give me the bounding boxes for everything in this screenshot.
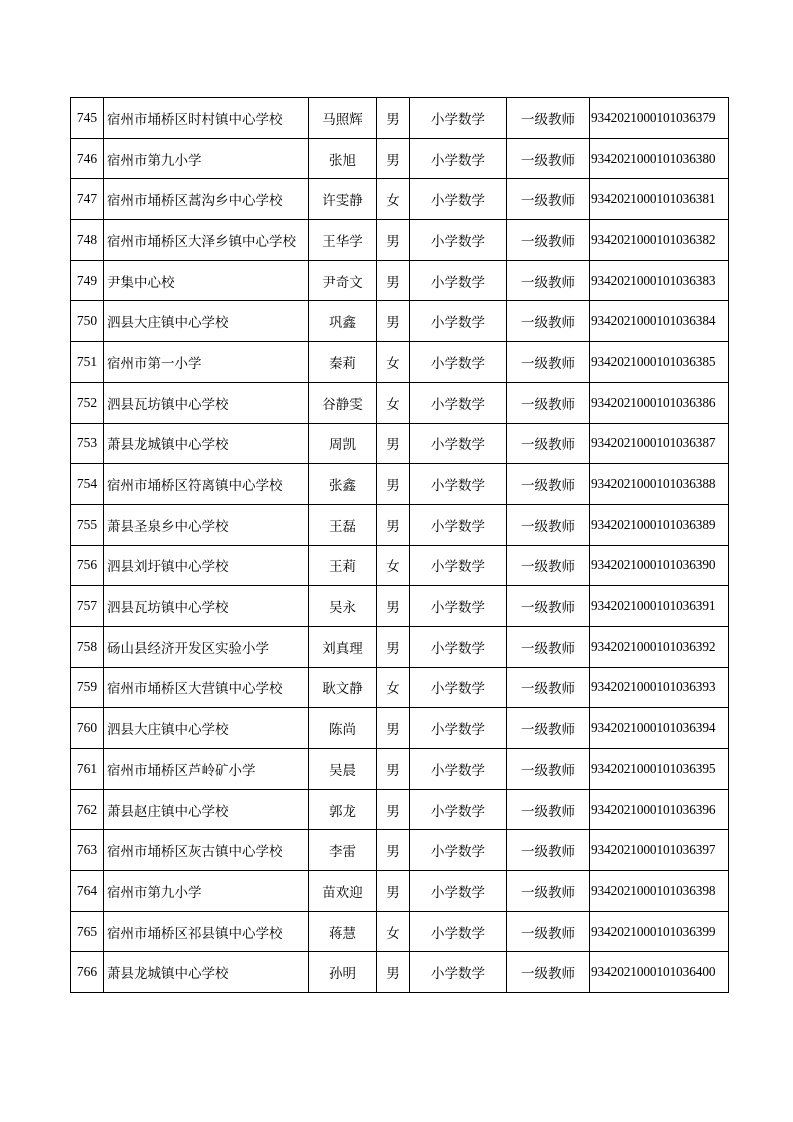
cell-id: 9342021000101036381: [590, 179, 729, 220]
cell-school: 萧县赵庄镇中心学校: [104, 789, 309, 830]
cell-no: 762: [71, 789, 104, 830]
cell-no: 752: [71, 382, 104, 423]
cell-title: 一级教师: [507, 98, 590, 139]
cell-id: 9342021000101036385: [590, 342, 729, 383]
table-row: [71, 464, 729, 505]
cell-school: 泗县大庄镇中心学校: [104, 708, 309, 749]
cell-no: 761: [71, 749, 104, 790]
cell-no: 765: [71, 911, 104, 952]
table-row: [71, 220, 729, 261]
table-row: [71, 708, 729, 749]
cell-gender: 男: [377, 749, 410, 790]
cell-name: 王莉: [309, 545, 377, 586]
cell-id: 9342021000101036382: [590, 220, 729, 261]
cell-id: 9342021000101036379: [590, 98, 729, 139]
cell-id: 9342021000101036380: [590, 138, 729, 179]
table-row: [71, 871, 729, 912]
cell-title: 一级教师: [507, 911, 590, 952]
cell-subject: 小学数学: [410, 871, 507, 912]
cell-no: 756: [71, 545, 104, 586]
cell-gender: 男: [377, 423, 410, 464]
cell-title: 一级教师: [507, 179, 590, 220]
table-body: [71, 98, 729, 993]
cell-school: 萧县龙城镇中心学校: [104, 423, 309, 464]
teacher-list-table: [70, 97, 729, 993]
table-row: [71, 545, 729, 586]
table-row: [71, 138, 729, 179]
cell-name: 张旭: [309, 138, 377, 179]
cell-id: 9342021000101036386: [590, 382, 729, 423]
table-row: [71, 179, 729, 220]
cell-school: 尹集中心校: [104, 260, 309, 301]
cell-subject: 小学数学: [410, 464, 507, 505]
cell-subject: 小学数学: [410, 952, 507, 993]
cell-name: 耿文静: [309, 667, 377, 708]
cell-subject: 小学数学: [410, 179, 507, 220]
cell-name: 王磊: [309, 504, 377, 545]
cell-title: 一级教师: [507, 301, 590, 342]
table-row: [71, 301, 729, 342]
cell-name: 周凯: [309, 423, 377, 464]
cell-no: 749: [71, 260, 104, 301]
cell-gender: 男: [377, 301, 410, 342]
cell-gender: 男: [377, 952, 410, 993]
cell-gender: 女: [377, 667, 410, 708]
cell-name: 马照辉: [309, 98, 377, 139]
cell-title: 一级教师: [507, 830, 590, 871]
cell-school: 宿州市埇桥区灰古镇中心学校: [104, 830, 309, 871]
cell-name: 吴晨: [309, 749, 377, 790]
cell-title: 一级教师: [507, 382, 590, 423]
cell-subject: 小学数学: [410, 301, 507, 342]
cell-gender: 男: [377, 260, 410, 301]
cell-school: 萧县圣泉乡中心学校: [104, 504, 309, 545]
cell-id: 9342021000101036392: [590, 626, 729, 667]
cell-subject: 小学数学: [410, 911, 507, 952]
cell-gender: 男: [377, 708, 410, 749]
cell-id: 9342021000101036395: [590, 749, 729, 790]
cell-name: 陈尚: [309, 708, 377, 749]
cell-subject: 小学数学: [410, 586, 507, 627]
cell-school: 宿州市埇桥区符离镇中心学校: [104, 464, 309, 505]
cell-school: 泗县大庄镇中心学校: [104, 301, 309, 342]
cell-no: 766: [71, 952, 104, 993]
cell-title: 一级教师: [507, 342, 590, 383]
cell-name: 王华学: [309, 220, 377, 261]
cell-subject: 小学数学: [410, 342, 507, 383]
cell-no: 757: [71, 586, 104, 627]
cell-no: 755: [71, 504, 104, 545]
cell-school: 萧县龙城镇中心学校: [104, 952, 309, 993]
cell-id: 9342021000101036396: [590, 789, 729, 830]
cell-school: 宿州市埇桥区祁县镇中心学校: [104, 911, 309, 952]
cell-subject: 小学数学: [410, 749, 507, 790]
cell-school: 砀山县经济开发区实验小学: [104, 626, 309, 667]
cell-subject: 小学数学: [410, 423, 507, 464]
table-row: [71, 342, 729, 383]
cell-gender: 男: [377, 464, 410, 505]
cell-subject: 小学数学: [410, 789, 507, 830]
table-row: [71, 749, 729, 790]
cell-name: 许雯静: [309, 179, 377, 220]
table-row: [71, 260, 729, 301]
cell-no: 748: [71, 220, 104, 261]
cell-subject: 小学数学: [410, 382, 507, 423]
cell-name: 尹奇文: [309, 260, 377, 301]
table-row: [71, 626, 729, 667]
table-row: [71, 667, 729, 708]
cell-no: 750: [71, 301, 104, 342]
cell-gender: 女: [377, 342, 410, 383]
cell-gender: 男: [377, 220, 410, 261]
cell-id: 9342021000101036393: [590, 667, 729, 708]
cell-gender: 女: [377, 545, 410, 586]
cell-no: 751: [71, 342, 104, 383]
cell-id: 9342021000101036389: [590, 504, 729, 545]
cell-title: 一级教师: [507, 952, 590, 993]
cell-title: 一级教师: [507, 545, 590, 586]
table-row: [71, 423, 729, 464]
cell-title: 一级教师: [507, 423, 590, 464]
cell-id: 9342021000101036399: [590, 911, 729, 952]
cell-title: 一级教师: [507, 626, 590, 667]
cell-no: 754: [71, 464, 104, 505]
cell-name: 谷静雯: [309, 382, 377, 423]
cell-no: 763: [71, 830, 104, 871]
table-row: [71, 98, 729, 139]
table-row: [71, 504, 729, 545]
cell-title: 一级教师: [507, 464, 590, 505]
cell-school: 泗县瓦坊镇中心学校: [104, 382, 309, 423]
cell-name: 刘真理: [309, 626, 377, 667]
cell-no: 759: [71, 667, 104, 708]
cell-no: 753: [71, 423, 104, 464]
cell-title: 一级教师: [507, 789, 590, 830]
cell-title: 一级教师: [507, 749, 590, 790]
cell-subject: 小学数学: [410, 708, 507, 749]
cell-gender: 女: [377, 179, 410, 220]
cell-no: 758: [71, 626, 104, 667]
cell-title: 一级教师: [507, 504, 590, 545]
cell-id: 9342021000101036388: [590, 464, 729, 505]
cell-title: 一级教师: [507, 220, 590, 261]
cell-title: 一级教师: [507, 586, 590, 627]
table-row: [71, 911, 729, 952]
cell-name: 吴永: [309, 586, 377, 627]
cell-school: 宿州市埇桥区大泽乡镇中心学校: [104, 220, 309, 261]
cell-school: 宿州市第一小学: [104, 342, 309, 383]
cell-id: 9342021000101036384: [590, 301, 729, 342]
cell-name: 张鑫: [309, 464, 377, 505]
table-row: [71, 789, 729, 830]
cell-subject: 小学数学: [410, 626, 507, 667]
cell-name: 孙明: [309, 952, 377, 993]
cell-subject: 小学数学: [410, 667, 507, 708]
cell-gender: 男: [377, 138, 410, 179]
cell-school: 宿州市埇桥区蒿沟乡中心学校: [104, 179, 309, 220]
cell-id: 9342021000101036397: [590, 830, 729, 871]
cell-id: 9342021000101036398: [590, 871, 729, 912]
cell-gender: 男: [377, 98, 410, 139]
cell-title: 一级教师: [507, 138, 590, 179]
table-row: [71, 952, 729, 993]
cell-school: 宿州市埇桥区大营镇中心学校: [104, 667, 309, 708]
cell-id: 9342021000101036391: [590, 586, 729, 627]
cell-name: 郭龙: [309, 789, 377, 830]
cell-name: 秦莉: [309, 342, 377, 383]
cell-id: 9342021000101036383: [590, 260, 729, 301]
cell-no: 745: [71, 98, 104, 139]
cell-id: 9342021000101036390: [590, 545, 729, 586]
cell-subject: 小学数学: [410, 830, 507, 871]
cell-gender: 男: [377, 626, 410, 667]
cell-school: 泗县刘圩镇中心学校: [104, 545, 309, 586]
cell-subject: 小学数学: [410, 138, 507, 179]
cell-gender: 男: [377, 789, 410, 830]
cell-school: 宿州市第九小学: [104, 138, 309, 179]
cell-gender: 男: [377, 586, 410, 627]
cell-name: 巩鑫: [309, 301, 377, 342]
table-row: [71, 586, 729, 627]
cell-id: 9342021000101036394: [590, 708, 729, 749]
table-row: [71, 830, 729, 871]
cell-subject: 小学数学: [410, 504, 507, 545]
cell-gender: 女: [377, 911, 410, 952]
cell-subject: 小学数学: [410, 98, 507, 139]
cell-no: 746: [71, 138, 104, 179]
cell-school: 宿州市埇桥区芦岭矿小学: [104, 749, 309, 790]
cell-id: 9342021000101036387: [590, 423, 729, 464]
cell-school: 泗县瓦坊镇中心学校: [104, 586, 309, 627]
cell-gender: 女: [377, 382, 410, 423]
cell-title: 一级教师: [507, 667, 590, 708]
cell-gender: 男: [377, 871, 410, 912]
cell-no: 747: [71, 179, 104, 220]
cell-gender: 男: [377, 504, 410, 545]
cell-no: 764: [71, 871, 104, 912]
cell-title: 一级教师: [507, 871, 590, 912]
cell-subject: 小学数学: [410, 260, 507, 301]
cell-name: 苗欢迎: [309, 871, 377, 912]
cell-no: 760: [71, 708, 104, 749]
cell-name: 李雷: [309, 830, 377, 871]
cell-subject: 小学数学: [410, 220, 507, 261]
cell-school: 宿州市第九小学: [104, 871, 309, 912]
cell-name: 蒋慧: [309, 911, 377, 952]
table-row: [71, 382, 729, 423]
cell-title: 一级教师: [507, 260, 590, 301]
cell-id: 9342021000101036400: [590, 952, 729, 993]
cell-school: 宿州市埇桥区时村镇中心学校: [104, 98, 309, 139]
cell-title: 一级教师: [507, 708, 590, 749]
cell-subject: 小学数学: [410, 545, 507, 586]
cell-gender: 男: [377, 830, 410, 871]
